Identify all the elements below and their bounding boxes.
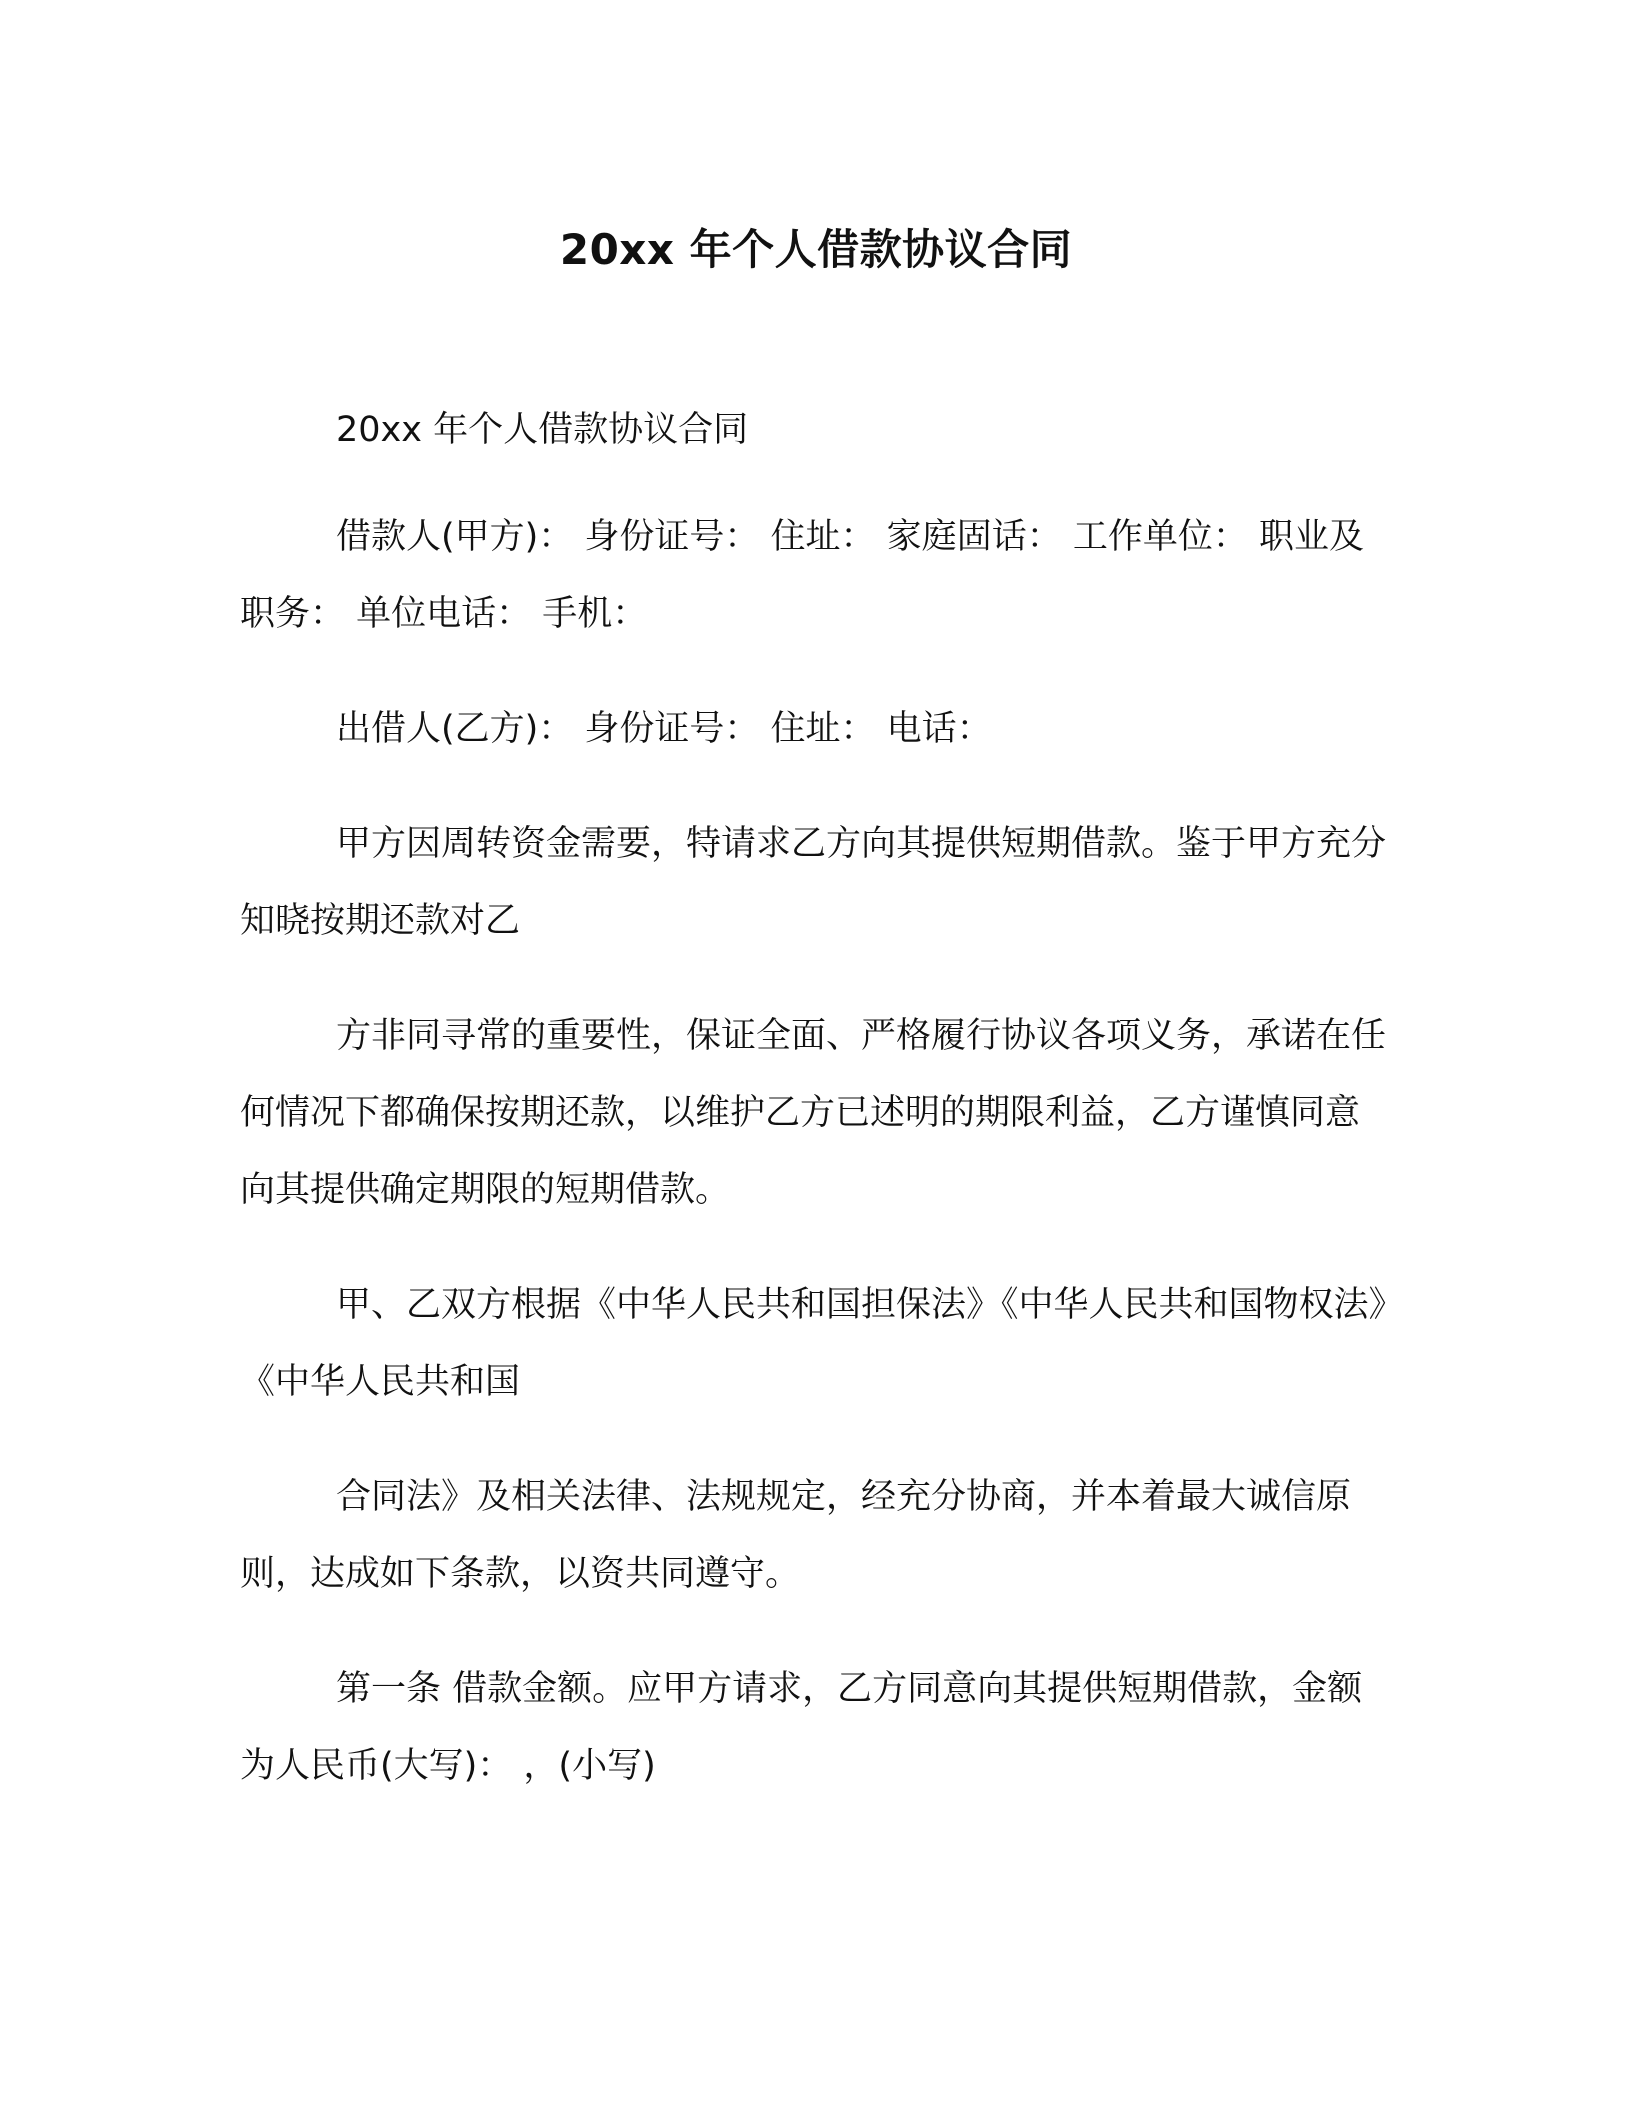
document-body — [240, 392, 1390, 1843]
paragraph-agreement: 合同法》及相关法律、法规规定，经充分协商，并本着最大诚信原则，达成如下条款，以资共同遵守。 — [240, 1477, 1352, 1594]
paragraph-purpose: 甲方因周转资金需要，特请求乙方向其提供短期借款。鉴于甲方充分知晓按期还款对乙 — [240, 824, 1387, 941]
paragraph-legal-basis: 甲、乙双方根据《中华人民共和国担保法》《中华人民共和国物权法》《中华人民共和国 — [240, 1285, 1387, 1402]
document-title: 20xx 年个人借款协议合同 — [559, 225, 1073, 274]
paragraph-commitment: 方非同寻常的重要性，保证全面、严格履行协议各项义务，承诺在任何情况下都确保按期还款，以维护乙方已述明的期限利益，乙方谨慎同意向其提供确定期限的短期借款。 — [240, 1016, 1387, 1210]
paragraph-lender-info: 出借人(乙方)： 身份证号： 住址： 电话： — [336, 709, 992, 749]
paragraph-article-1: 第一条 借款金额。应甲方请求，乙方同意向其提供短期借款，金额为人民币(大写)： ，(小写) — [240, 1669, 1363, 1786]
paragraph-subtitle: 20xx 年个人借款协议合同 — [336, 410, 749, 450]
paragraph-borrower-info: 借款人(甲方)： 身份证号： 住址： 家庭固话： 工作单位： 职业及职务： 单位电话： 手机： — [240, 517, 1364, 634]
